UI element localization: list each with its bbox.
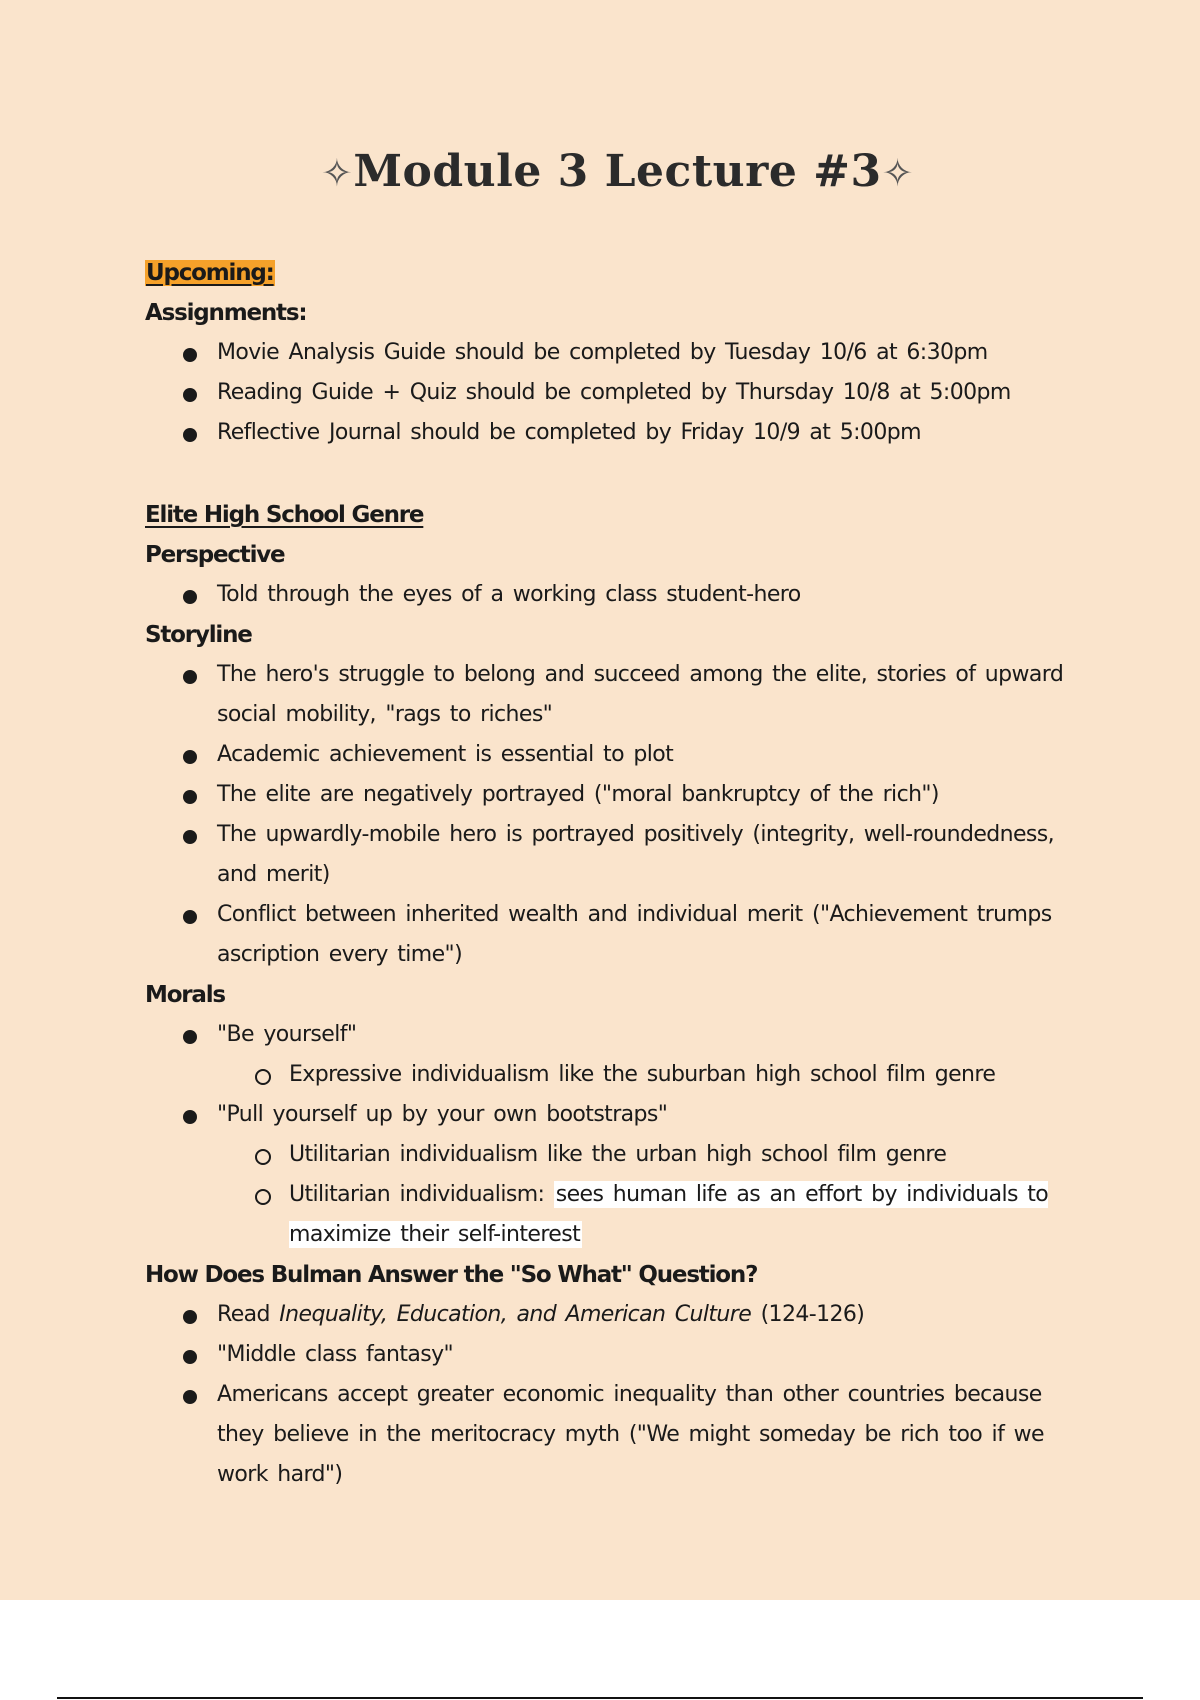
bullet-icon — [183, 388, 197, 402]
list-item: The elite are negatively portrayed ("moral bankruptcy of the rich") — [145, 775, 1090, 815]
upcoming-heading: Upcoming: — [146, 260, 274, 286]
list-item: "Middle class fantasy" — [145, 1335, 1090, 1375]
hollow-bullet-icon — [255, 1149, 271, 1165]
assignments-heading: Assignments: — [145, 300, 307, 326]
list-item: The upwardly-mobile hero is portrayed positively (integrity, well-roundedness, and merit) — [145, 815, 1090, 895]
list-item: Americans accept greater economic inequality than other countries because they believe in the meritocracy myth ("We might someday be rich too if we work hard") — [145, 1375, 1090, 1495]
sub-list-item: Utilitarian individualism like the urban high school film genre — [217, 1135, 1090, 1175]
bullet-icon — [183, 590, 197, 604]
perspective-list — [145, 575, 1090, 615]
bullet-icon — [183, 1030, 197, 1044]
list-item: "Be yourself" Expressive individualism like the suburban high school film genre — [145, 1015, 1090, 1095]
bullet-icon — [183, 1310, 197, 1324]
morals-list — [145, 1015, 1090, 1255]
perspective-heading: Perspective — [145, 542, 285, 568]
sub-list — [217, 1055, 1090, 1095]
sub-list-item: Expressive individualism like the suburban high school film genre — [217, 1055, 1090, 1095]
list-item: Conflict between inherited wealth and individual merit ("Achievement trumps ascription every time") — [145, 895, 1090, 975]
hollow-bullet-icon — [255, 1069, 271, 1085]
list-item: Academic achievement is essential to plot — [145, 735, 1090, 775]
bullet-icon — [183, 670, 197, 684]
bullet-icon — [183, 910, 197, 924]
list-item: The hero's struggle to belong and succeed among the elite, stories of upward social mobility, "rags to riches" — [145, 655, 1090, 735]
highlighted-definition: sees human life as an effort by individuals to maximize their self-interest — [289, 1182, 1049, 1247]
bullet-icon — [183, 1350, 197, 1364]
storyline-heading: Storyline — [145, 622, 252, 648]
list-item: Movie Analysis Guide should be completed by Tuesday 10/6 at 6:30pm — [145, 333, 1090, 373]
sparkle-right-icon: ✧ — [881, 151, 914, 195]
list-item: Told through the eyes of a working class student-hero — [145, 575, 1090, 615]
bullet-icon — [183, 790, 197, 804]
hollow-bullet-icon — [255, 1189, 271, 1205]
footer-divider — [57, 1697, 1143, 1699]
so-what-heading: How Does Bulman Answer the "So What" Question? — [145, 1262, 758, 1288]
sub-list — [217, 1135, 1090, 1255]
page-title — [0, 146, 1200, 197]
document-body — [145, 253, 1090, 1495]
bullet-icon — [183, 348, 197, 362]
bullet-icon — [183, 1110, 197, 1124]
list-item: Read Inequality, Education, and American Culture (124-126) — [145, 1295, 1090, 1335]
storyline-list — [145, 655, 1090, 975]
book-title: Inequality, Education, and American Culture — [279, 1302, 752, 1327]
list-item: Reflective Journal should be completed by Friday 10/9 at 5:00pm — [145, 413, 1090, 453]
list-item: Reading Guide + Quiz should be completed by Thursday 10/8 at 5:00pm — [145, 373, 1090, 413]
sparkle-left-icon: ✧ — [321, 151, 354, 195]
assignments-list — [145, 333, 1090, 453]
morals-heading: Morals — [145, 982, 225, 1008]
bullet-icon — [183, 428, 197, 442]
sub-list-item: Utilitarian individualism: sees human life as an effort by individuals to maximize their self-interest — [217, 1175, 1090, 1255]
bullet-icon — [183, 830, 197, 844]
genre-heading: Elite High School Genre — [145, 502, 424, 528]
bullet-icon — [183, 1390, 197, 1404]
page-title-text: Module 3 Lecture #3 — [353, 146, 882, 197]
list-item: "Pull yourself up by your own bootstraps" Utilitarian individualism like the urban high school film genre Utilitarian individualism: sees human life as an effort by individuals to maximize their self-interest — [145, 1095, 1090, 1255]
so-what-list — [145, 1295, 1090, 1495]
bullet-icon — [183, 750, 197, 764]
